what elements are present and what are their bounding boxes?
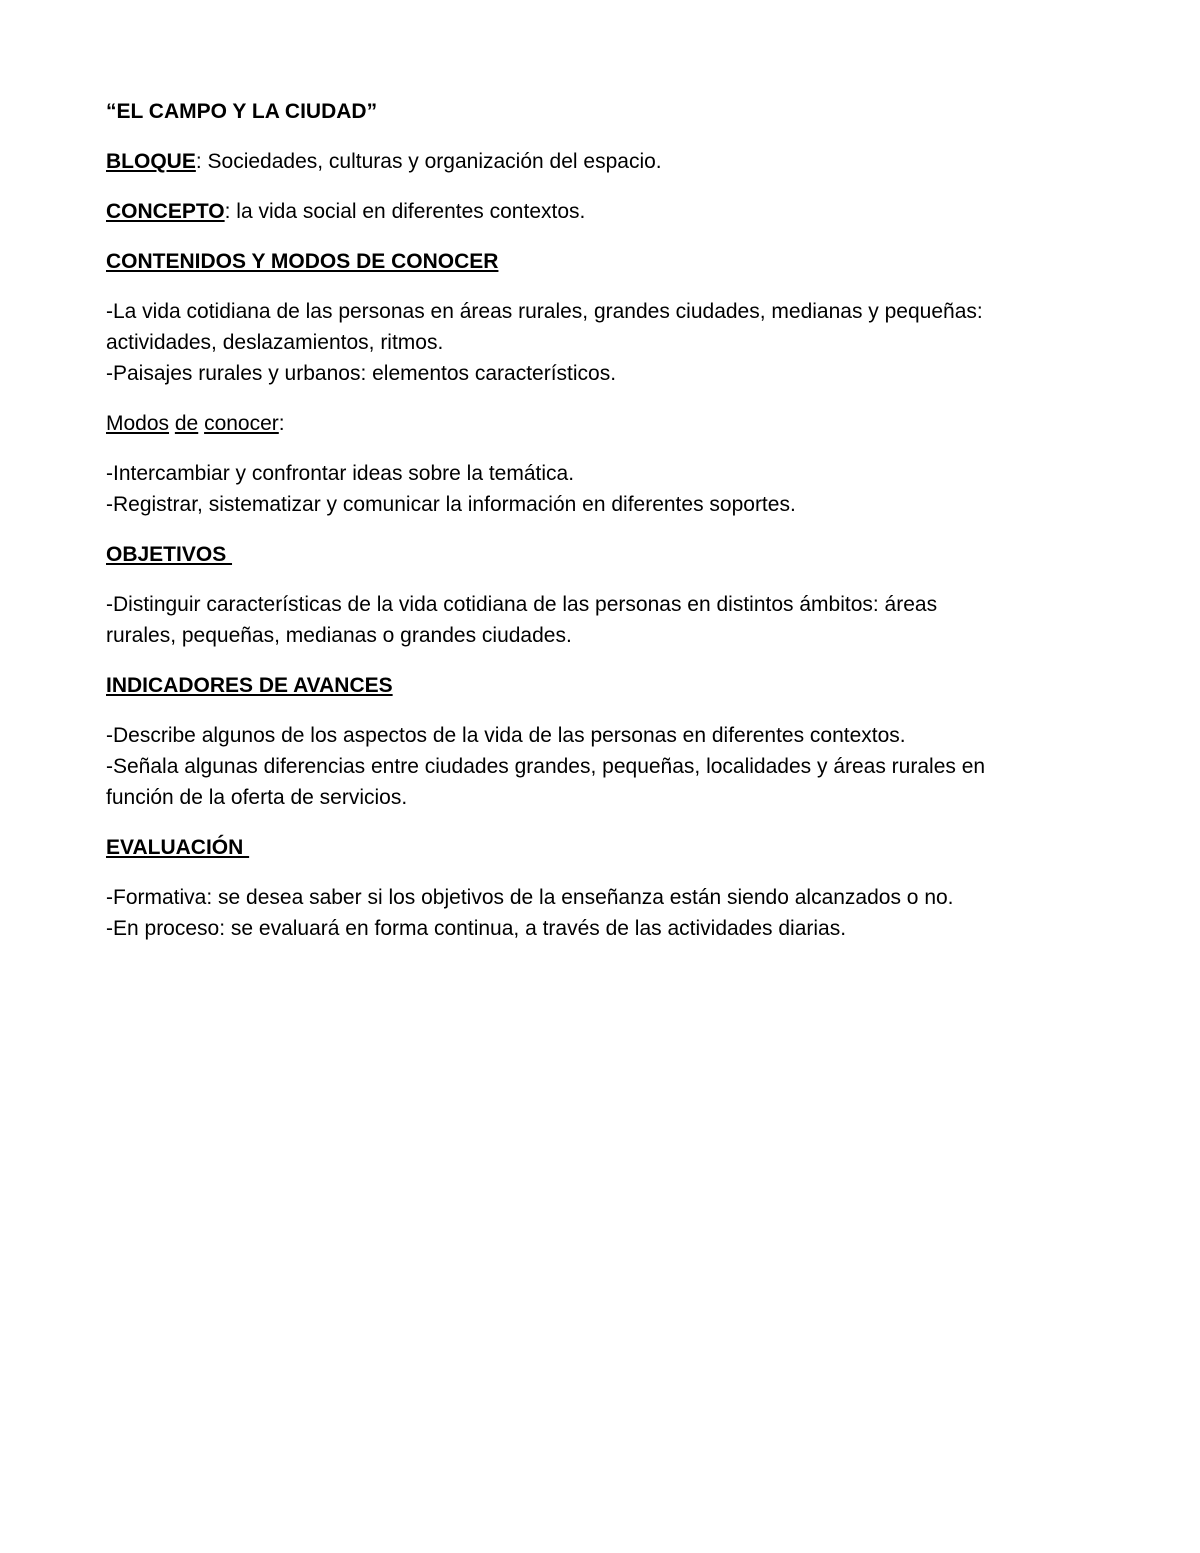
objetivos-line: -Distinguir características de la vida cotidiana de las personas en distintos ámbitos: áreas — [106, 593, 938, 616]
modos-word: Modos — [106, 412, 170, 435]
document-title: “EL CAMPO Y LA CIUDAD” — [106, 100, 378, 123]
objetivos-heading: OBJETIVOS — [106, 543, 233, 566]
document-title-block — [106, 96, 1106, 127]
concepto-block — [106, 196, 1106, 227]
indicadores-body — [106, 720, 1106, 813]
evaluacion-heading-block — [106, 832, 1106, 863]
contenidos-body — [106, 296, 1106, 389]
modos-suffix: : — [278, 412, 285, 435]
evaluacion-line: -Formativa: se desea saber si los objetivos de la enseñanza están siendo alcanzados o no. — [106, 886, 954, 909]
concepto-text: : la vida social en diferentes contextos. — [224, 200, 586, 223]
objetivos-body — [106, 589, 1106, 651]
evaluacion-line: -En proceso: se evaluará en forma continua, a través de las actividades diarias. — [106, 917, 847, 940]
contenidos-heading: CONTENIDOS Y MODOS DE CONOCER — [106, 250, 499, 273]
indicadores-heading-block — [106, 670, 1106, 701]
evaluacion-heading: EVALUACIÓN — [106, 836, 250, 859]
indicadores-heading: INDICADORES DE AVANCES — [106, 674, 393, 697]
document-page — [106, 96, 1106, 963]
objetivos-heading-block — [106, 539, 1106, 570]
contenidos-line: -Paisajes rurales y urbanos: elementos característicos. — [106, 362, 617, 385]
objetivos-line: rurales, pequeñas, medianas o grandes ciudades. — [106, 624, 572, 647]
contenidos-heading-block — [106, 246, 1106, 277]
modos-line: -Intercambiar y confrontar ideas sobre la temática. — [106, 462, 575, 485]
evaluacion-body — [106, 882, 1106, 944]
modos-line: -Registrar, sistematizar y comunicar la información en diferentes soportes. — [106, 493, 796, 516]
indicadores-line: -Señala algunas diferencias entre ciudades grandes, pequeñas, localidades y áreas rurales en — [106, 755, 986, 778]
modos-heading — [106, 408, 1106, 439]
concepto-label: CONCEPTO — [106, 200, 225, 223]
bloque-block — [106, 146, 1106, 177]
modos-heading-block — [106, 408, 1106, 439]
modos-word: de — [174, 412, 199, 435]
modos-word: conocer — [204, 412, 279, 435]
concepto-line — [106, 196, 1106, 227]
modos-body — [106, 458, 1106, 520]
indicadores-line: función de la oferta de servicios. — [106, 786, 408, 809]
bloque-line — [106, 146, 1106, 177]
indicadores-line: -Describe algunos de los aspectos de la vida de las personas en diferentes contextos. — [106, 724, 906, 747]
contenidos-line: actividades, deslazamientos, ritmos. — [106, 331, 444, 354]
contenidos-line: -La vida cotidiana de las personas en áreas rurales, grandes ciudades, medianas y pequeñas: — [106, 300, 983, 323]
bloque-text: : Sociedades, culturas y organización del espacio. — [195, 150, 662, 173]
bloque-label: BLOQUE — [106, 150, 196, 173]
